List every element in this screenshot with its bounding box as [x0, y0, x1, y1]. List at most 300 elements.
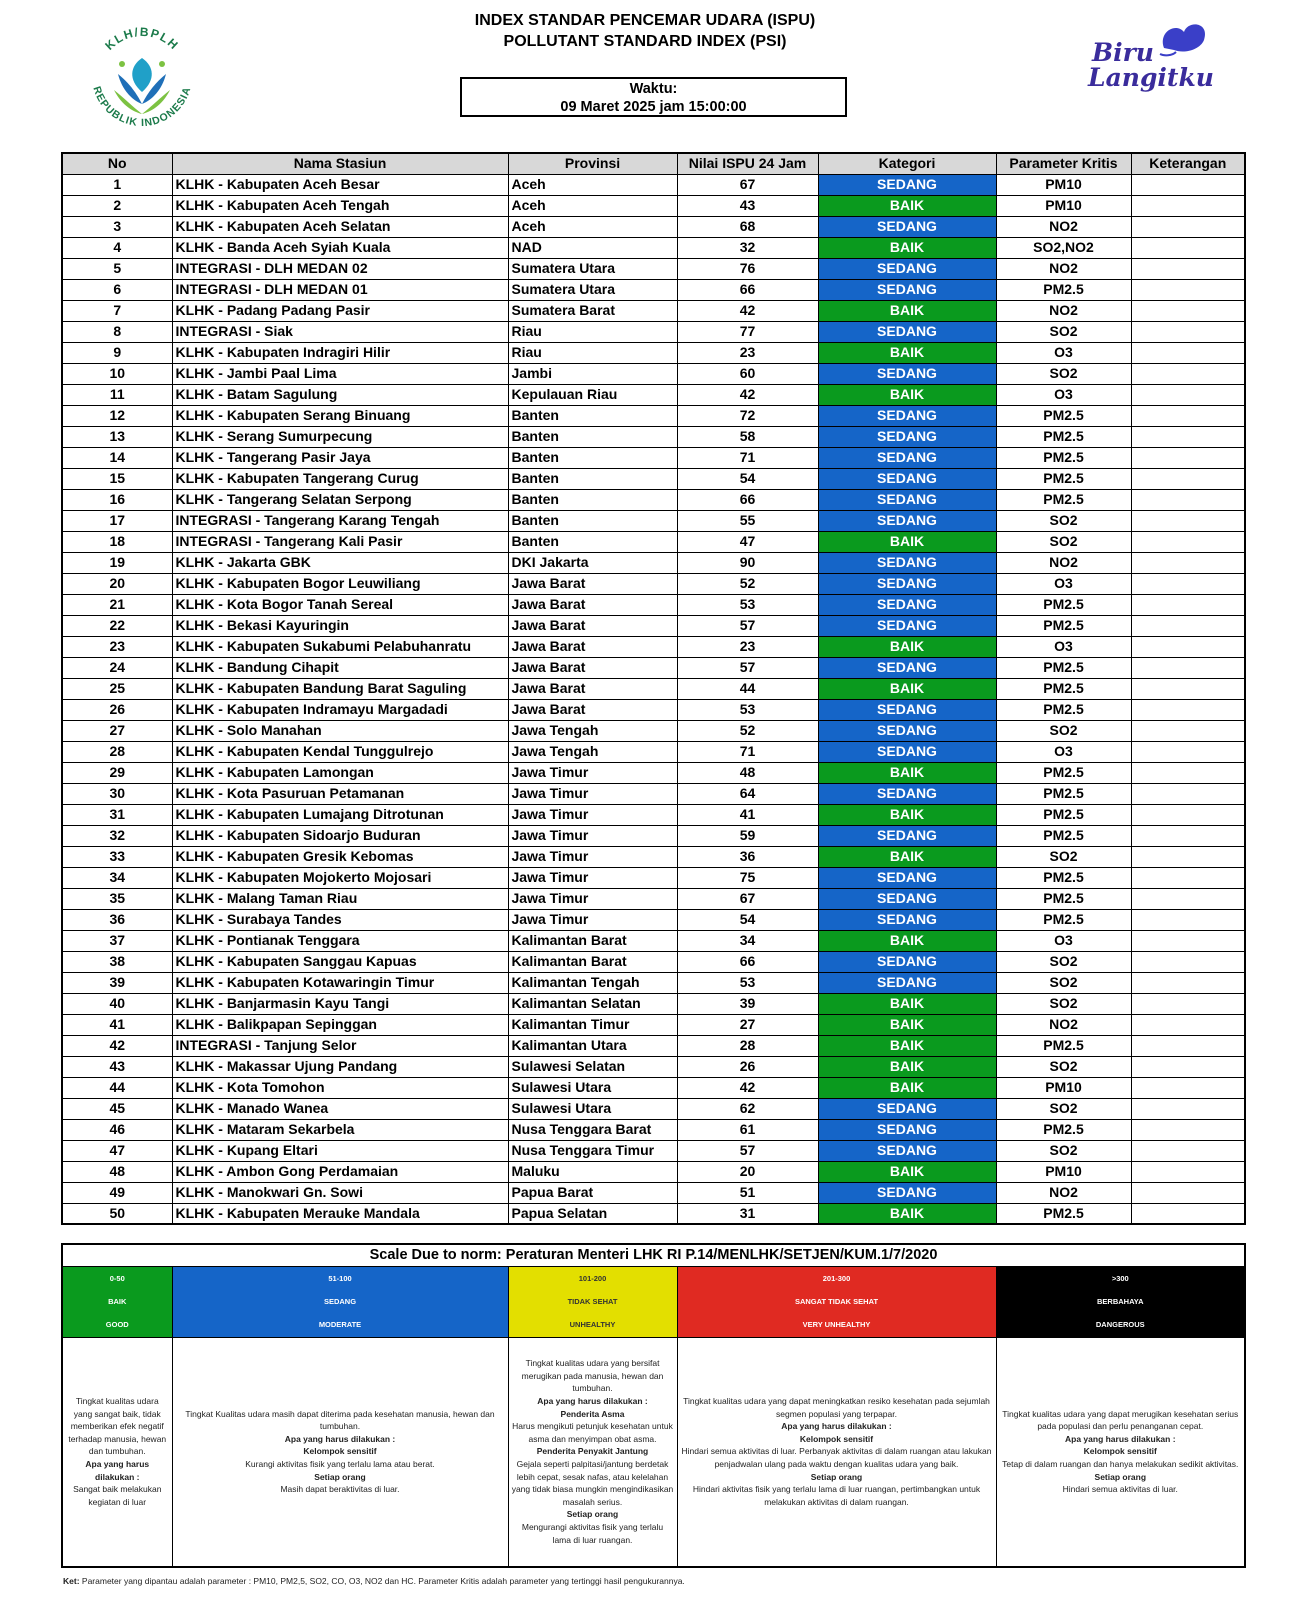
cell-station: KLHK - Kabupaten Gresik Kebomas [172, 846, 508, 867]
cell-province: Kalimantan Tengah [508, 972, 677, 993]
cell-station: KLHK - Kabupaten Bandung Barat Saguling [172, 678, 508, 699]
category-badge: SEDANG [818, 951, 996, 972]
cell-no: 27 [62, 720, 172, 741]
cell-parameter: PM2.5 [996, 594, 1131, 615]
cell-ispu: 66 [677, 279, 818, 300]
cell-parameter: PM2.5 [996, 426, 1131, 447]
cell-parameter: PM2.5 [996, 825, 1131, 846]
cell-ispu: 36 [677, 846, 818, 867]
cell-station: KLHK - Solo Manahan [172, 720, 508, 741]
band-range: 101-200 [578, 1274, 607, 1283]
cell-province: Banten [508, 447, 677, 468]
table-row [62, 1161, 1245, 1182]
cell-province: Banten [508, 531, 677, 552]
cell-province: Jawa Timur [508, 762, 677, 783]
cell-note [1131, 762, 1245, 783]
cell-note [1131, 699, 1245, 720]
cell-station: KLHK - Padang Padang Pasir [172, 300, 508, 321]
category-badge: SEDANG [818, 405, 996, 426]
band-id: BAIK [108, 1297, 127, 1306]
description-line: Apa yang harus dilakukan : [85, 1459, 150, 1482]
cell-station: KLHK - Tangerang Pasir Jaya [172, 447, 508, 468]
cell-ispu: 57 [677, 615, 818, 636]
cell-ispu: 23 [677, 342, 818, 363]
table-header-row [62, 153, 1245, 174]
table-row [62, 552, 1245, 573]
cell-no: 26 [62, 699, 172, 720]
cell-parameter: PM2.5 [996, 783, 1131, 804]
description-line: Apa yang harus dilakukan : [537, 1396, 648, 1407]
cell-no: 14 [62, 447, 172, 468]
cell-parameter: PM2.5 [996, 489, 1131, 510]
table-row [62, 1140, 1245, 1161]
cell-ispu: 77 [677, 321, 818, 342]
cell-no: 8 [62, 321, 172, 342]
table-row [62, 321, 1245, 342]
cell-province: Nusa Tenggara Timur [508, 1140, 677, 1161]
cell-note [1131, 489, 1245, 510]
cell-province: Jawa Timur [508, 804, 677, 825]
category-badge: SEDANG [818, 615, 996, 636]
description-line: Tingkat kualitas udara yang dapat meningkatkan resiko kesehatan pada sejumlah segmen populasi yang terpapar. [683, 1396, 990, 1419]
table-row [62, 762, 1245, 783]
category-badge: SEDANG [818, 321, 996, 342]
cell-no: 9 [62, 342, 172, 363]
category-badge: BAIK [818, 678, 996, 699]
scale-band [62, 1266, 172, 1337]
category-badge: SEDANG [818, 741, 996, 762]
cell-station: KLHK - Kabupaten Merauke Mandala [172, 1203, 508, 1224]
cell-note [1131, 720, 1245, 741]
cell-station: KLHK - Makassar Ujung Pandang [172, 1056, 508, 1077]
cell-parameter: SO2 [996, 720, 1131, 741]
cell-parameter: NO2 [996, 1182, 1131, 1203]
cell-note [1131, 1140, 1245, 1161]
description-line: Hindari semua aktivitas di luar. [1062, 1484, 1178, 1495]
cell-province: Kalimantan Barat [508, 951, 677, 972]
cell-station: INTEGRASI - DLH MEDAN 01 [172, 279, 508, 300]
cell-note [1131, 300, 1245, 321]
category-badge: SEDANG [818, 657, 996, 678]
category-badge: BAIK [818, 1056, 996, 1077]
cell-note [1131, 594, 1245, 615]
timestamp-box [460, 77, 847, 117]
cell-station: INTEGRASI - Siak [172, 321, 508, 342]
table-row [62, 783, 1245, 804]
table-row [62, 972, 1245, 993]
cell-station: KLHK - Manokwari Gn. Sowi [172, 1182, 508, 1203]
cell-no: 3 [62, 216, 172, 237]
cell-no: 39 [62, 972, 172, 993]
cell-ispu: 66 [677, 951, 818, 972]
scale-band [677, 1266, 996, 1337]
cell-station: KLHK - Kabupaten Tangerang Curug [172, 468, 508, 489]
category-badge: BAIK [818, 531, 996, 552]
cell-station: INTEGRASI - Tanjung Selor [172, 1035, 508, 1056]
description-line: Penderita Penyakit Jantung [536, 1446, 649, 1457]
cell-ispu: 28 [677, 1035, 818, 1056]
cell-no: 25 [62, 678, 172, 699]
cell-province: Jawa Barat [508, 678, 677, 699]
col-header-parameter: Parameter Kritis [996, 153, 1131, 174]
description-line: Apa yang harus dilakukan : [1065, 1433, 1176, 1444]
cell-province: Maluku [508, 1161, 677, 1182]
band-range: 201-300 [822, 1274, 851, 1283]
cell-note [1131, 510, 1245, 531]
cell-station: KLHK - Batam Sagulung [172, 384, 508, 405]
cell-no: 13 [62, 426, 172, 447]
cell-parameter: NO2 [996, 216, 1131, 237]
scale-description [996, 1337, 1245, 1567]
cell-province: Sulawesi Utara [508, 1098, 677, 1119]
category-badge: BAIK [818, 930, 996, 951]
cell-note [1131, 867, 1245, 888]
cell-province: Jawa Barat [508, 636, 677, 657]
cell-station: KLHK - Kabupaten Sanggau Kapuas [172, 951, 508, 972]
description-line: Penderita Asma [560, 1408, 625, 1419]
cell-province: Banten [508, 489, 677, 510]
cell-no: 40 [62, 993, 172, 1014]
cell-province: Jawa Barat [508, 594, 677, 615]
category-badge: BAIK [818, 804, 996, 825]
cell-province: Kalimantan Timur [508, 1014, 677, 1035]
category-badge: SEDANG [818, 1098, 996, 1119]
cell-parameter: SO2 [996, 972, 1131, 993]
scale-title: Scale Due to norm: Peraturan Menteri LHK RI P.14/MENLHK/SETJEN/KUM.1/7/2020 [62, 1244, 1245, 1266]
table-row [62, 636, 1245, 657]
cell-ispu: 39 [677, 993, 818, 1014]
cell-parameter: PM2.5 [996, 1203, 1131, 1224]
cell-province: Jawa Timur [508, 909, 677, 930]
cell-station: KLHK - Banda Aceh Syiah Kuala [172, 237, 508, 258]
cell-province: Kepulauan Riau [508, 384, 677, 405]
cell-note [1131, 930, 1245, 951]
cell-ispu: 44 [677, 678, 818, 699]
cell-ispu: 53 [677, 972, 818, 993]
cell-no: 21 [62, 594, 172, 615]
cell-note [1131, 174, 1245, 195]
cell-station: KLHK - Kabupaten Sidoarjo Buduran [172, 825, 508, 846]
cell-parameter: SO2 [996, 846, 1131, 867]
category-badge: SEDANG [818, 1182, 996, 1203]
cell-ispu: 20 [677, 1161, 818, 1182]
cell-no: 47 [62, 1140, 172, 1161]
cell-station: KLHK - Kabupaten Aceh Besar [172, 174, 508, 195]
cell-no: 31 [62, 804, 172, 825]
table-row [62, 1056, 1245, 1077]
table-row [62, 846, 1245, 867]
category-badge: SEDANG [818, 174, 996, 195]
category-badge: SEDANG [818, 888, 996, 909]
scale-band [172, 1266, 508, 1337]
cell-no: 1 [62, 174, 172, 195]
cell-no: 30 [62, 783, 172, 804]
table-row [62, 951, 1245, 972]
cell-ispu: 53 [677, 699, 818, 720]
description-line: Apa yang harus dilakukan : [781, 1421, 892, 1432]
footnote-text: Parameter yang dipantau adalah parameter : PM10, PM2,5, SO2, CO, O3, NO2 dan HC. Parameter Kritis adalah parameter yang tertinggi hasil pengukurannya. [81, 1576, 685, 1586]
cell-parameter: SO2 [996, 510, 1131, 531]
cell-no: 10 [62, 363, 172, 384]
cell-note [1131, 804, 1245, 825]
cell-ispu: 23 [677, 636, 818, 657]
cell-no: 45 [62, 1098, 172, 1119]
table-row [62, 531, 1245, 552]
description-line: Apa yang harus dilakukan : [284, 1433, 396, 1444]
category-badge: BAIK [818, 1077, 996, 1098]
category-badge: BAIK [818, 300, 996, 321]
cell-note [1131, 405, 1245, 426]
cell-ispu: 54 [677, 468, 818, 489]
footnote [63, 1576, 685, 1586]
cell-no: 7 [62, 300, 172, 321]
cell-parameter: PM2.5 [996, 804, 1131, 825]
cell-no: 37 [62, 930, 172, 951]
band-range: 51-100 [328, 1274, 352, 1283]
cell-ispu: 52 [677, 720, 818, 741]
cell-parameter: PM2.5 [996, 888, 1131, 909]
cell-parameter: PM2.5 [996, 762, 1131, 783]
cell-province: Jawa Tengah [508, 720, 677, 741]
cell-ispu: 48 [677, 762, 818, 783]
cell-ispu: 55 [677, 510, 818, 531]
cell-province: Banten [508, 510, 677, 531]
table-row [62, 468, 1245, 489]
cell-note [1131, 636, 1245, 657]
cell-province: Jawa Timur [508, 888, 677, 909]
cell-province: Jambi [508, 363, 677, 384]
cell-note [1131, 468, 1245, 489]
cell-ispu: 71 [677, 447, 818, 468]
cell-province: Riau [508, 321, 677, 342]
cell-note [1131, 573, 1245, 594]
category-badge: BAIK [818, 1203, 996, 1224]
table-row [62, 678, 1245, 699]
category-badge: BAIK [818, 342, 996, 363]
cell-ispu: 75 [677, 867, 818, 888]
cell-province: Kalimantan Barat [508, 930, 677, 951]
table-row [62, 1077, 1245, 1098]
cell-ispu: 72 [677, 405, 818, 426]
cell-no: 18 [62, 531, 172, 552]
cell-station: KLHK - Kabupaten Indramayu Margadadi [172, 699, 508, 720]
table-row [62, 594, 1245, 615]
cell-station: KLHK - Kabupaten Sukabumi Pelabuhanratu [172, 636, 508, 657]
cell-ispu: 27 [677, 1014, 818, 1035]
cell-ispu: 34 [677, 930, 818, 951]
cell-province: Jawa Timur [508, 825, 677, 846]
cell-ispu: 67 [677, 174, 818, 195]
description-line: Mengurangi aktivitas fisik yang terlalu lama di luar ruangan. [521, 1522, 664, 1545]
cell-station: INTEGRASI - Tangerang Kali Pasir [172, 531, 508, 552]
cell-no: 15 [62, 468, 172, 489]
cell-note [1131, 1161, 1245, 1182]
cell-no: 42 [62, 1035, 172, 1056]
cell-parameter: PM2.5 [996, 678, 1131, 699]
cell-parameter: O3 [996, 741, 1131, 762]
title-line-2: POLLUTANT STANDARD INDEX (PSI) [503, 33, 787, 50]
category-badge: SEDANG [818, 573, 996, 594]
cell-parameter: PM2.5 [996, 657, 1131, 678]
cell-parameter: NO2 [996, 552, 1131, 573]
cell-province: Papua Barat [508, 1182, 677, 1203]
cell-ispu: 60 [677, 363, 818, 384]
table-row [62, 930, 1245, 951]
cell-station: KLHK - Bandung Cihapit [172, 657, 508, 678]
ispu-table [61, 152, 1246, 1225]
cell-note [1131, 741, 1245, 762]
category-badge: SEDANG [818, 426, 996, 447]
table-row [62, 615, 1245, 636]
category-badge: BAIK [818, 195, 996, 216]
cell-note [1131, 888, 1245, 909]
cell-province: Jawa Barat [508, 699, 677, 720]
cell-province: Riau [508, 342, 677, 363]
scale-table [61, 1243, 1246, 1568]
category-badge: SEDANG [818, 1119, 996, 1140]
cell-ispu: 66 [677, 489, 818, 510]
cell-no: 24 [62, 657, 172, 678]
cell-no: 5 [62, 258, 172, 279]
cell-no: 34 [62, 867, 172, 888]
cell-note [1131, 237, 1245, 258]
description-line: Gejala seperti palpitasi/jantung berdetak lebih cepat, sesak nafas, atau kelelahan yang tidak biasa mungkin mengindikasikan masalah serius. [511, 1459, 674, 1507]
cell-ispu: 31 [677, 1203, 818, 1224]
cell-parameter: O3 [996, 342, 1131, 363]
scale-description [677, 1337, 996, 1567]
table-row [62, 1182, 1245, 1203]
cell-station: KLHK - Kabupaten Serang Binuang [172, 405, 508, 426]
scale-description [172, 1337, 508, 1567]
category-badge: BAIK [818, 1035, 996, 1056]
table-row [62, 909, 1245, 930]
cell-note [1131, 1035, 1245, 1056]
cell-note [1131, 195, 1245, 216]
cell-province: DKI Jakarta [508, 552, 677, 573]
cell-note [1131, 216, 1245, 237]
cell-no: 50 [62, 1203, 172, 1224]
cell-parameter: SO2 [996, 531, 1131, 552]
description-line: Setiap orang [566, 1509, 619, 1520]
cell-no: 4 [62, 237, 172, 258]
category-badge: BAIK [818, 762, 996, 783]
cell-no: 23 [62, 636, 172, 657]
cell-station: KLHK - Jakarta GBK [172, 552, 508, 573]
cell-note [1131, 1014, 1245, 1035]
category-badge: SEDANG [818, 363, 996, 384]
description-line: Kelompok sensitif [1083, 1446, 1157, 1457]
cell-province: Banten [508, 468, 677, 489]
cell-parameter: O3 [996, 384, 1131, 405]
cell-no: 38 [62, 951, 172, 972]
description-line: Hindari aktivitas fisik yang terlalu lama di luar ruangan, pertimbangkan untuk melakukan aktivitas di dalam ruangan. [692, 1484, 981, 1507]
svg-text:KLH/BPLH: KLH/BPLH [102, 24, 182, 53]
cell-station: KLHK - Kupang Eltari [172, 1140, 508, 1161]
table-row [62, 993, 1245, 1014]
cell-note [1131, 1203, 1245, 1224]
category-badge: BAIK [818, 384, 996, 405]
table-row [62, 1098, 1245, 1119]
description-line: Tingkat Kualitas udara masih dapat diterima pada kesehatan manusia, hewan dan tumbuhan. [185, 1408, 495, 1432]
category-badge: SEDANG [818, 258, 996, 279]
cell-note [1131, 531, 1245, 552]
cell-no: 17 [62, 510, 172, 531]
table-row [62, 363, 1245, 384]
category-badge: SEDANG [818, 699, 996, 720]
cell-ispu: 54 [677, 909, 818, 930]
cell-parameter: PM2.5 [996, 279, 1131, 300]
cell-no: 43 [62, 1056, 172, 1077]
cell-province: Banten [508, 426, 677, 447]
col-header-category: Kategori [818, 153, 996, 174]
description-line: Tetap di dalam ruangan dan hanya melakukan sedikit aktivitas. [1002, 1459, 1239, 1470]
cell-parameter: PM10 [996, 1161, 1131, 1182]
cell-province: Sulawesi Utara [508, 1077, 677, 1098]
cell-no: 49 [62, 1182, 172, 1203]
cell-ispu: 62 [677, 1098, 818, 1119]
band-en: UNHEALTHY [569, 1320, 616, 1329]
cell-province: Jawa Barat [508, 615, 677, 636]
cell-province: Nusa Tenggara Barat [508, 1119, 677, 1140]
scale-band [508, 1266, 677, 1337]
cell-note [1131, 1077, 1245, 1098]
description-line: Sangat baik melakukan kegiatan di luar [73, 1484, 162, 1507]
cell-no: 28 [62, 741, 172, 762]
band-en: MODERATE [318, 1320, 362, 1329]
cell-no: 11 [62, 384, 172, 405]
cell-station: KLHK - Kabupaten Indragiri Hilir [172, 342, 508, 363]
cell-station: KLHK - Bekasi Kayuringin [172, 615, 508, 636]
cell-station: KLHK - Mataram Sekarbela [172, 1119, 508, 1140]
cell-ispu: 42 [677, 300, 818, 321]
cell-station: KLHK - Banjarmasin Kayu Tangi [172, 993, 508, 1014]
col-header-province: Provinsi [508, 153, 677, 174]
cell-parameter: SO2 [996, 1140, 1131, 1161]
category-badge: BAIK [818, 636, 996, 657]
biru-langitku-logo [1088, 18, 1222, 110]
category-badge: SEDANG [818, 552, 996, 573]
description-line: Setiap orang [1094, 1471, 1147, 1482]
table-row [62, 888, 1245, 909]
cell-parameter: SO2 [996, 1056, 1131, 1077]
cell-note [1131, 615, 1245, 636]
table-row [62, 279, 1245, 300]
cell-station: KLHK - Balikpapan Sepinggan [172, 1014, 508, 1035]
description-line: Tingkat kualitas udara yang bersifat merugikan pada manusia, hewan dan tumbuhan. [521, 1358, 664, 1394]
cell-note [1131, 363, 1245, 384]
description-line: Tingkat kualitas udara yang sangat baik, tidak memberikan efek negatif terhadap manusia, hewan dan tumbuhan. [68, 1396, 167, 1457]
cell-parameter: PM2.5 [996, 699, 1131, 720]
cell-ispu: 57 [677, 1140, 818, 1161]
cell-note [1131, 825, 1245, 846]
cell-parameter: PM2.5 [996, 615, 1131, 636]
cell-no: 48 [62, 1161, 172, 1182]
cell-station: KLHK - Jambi Paal Lima [172, 363, 508, 384]
description-line: Kurangi aktivitas fisik yang terlalu lama atau berat. [245, 1459, 435, 1470]
cell-parameter: SO2 [996, 321, 1131, 342]
cell-ispu: 51 [677, 1182, 818, 1203]
table-row [62, 174, 1245, 195]
band-id: TIDAK SEHAT [567, 1297, 618, 1306]
cell-province: Aceh [508, 195, 677, 216]
category-badge: BAIK [818, 1161, 996, 1182]
category-badge: SEDANG [818, 489, 996, 510]
cell-parameter: NO2 [996, 258, 1131, 279]
description-line: Setiap orang [810, 1471, 863, 1482]
cell-station: KLHK - Kabupaten Mojokerto Mojosari [172, 867, 508, 888]
table-row [62, 573, 1245, 594]
cell-province: Jawa Timur [508, 846, 677, 867]
